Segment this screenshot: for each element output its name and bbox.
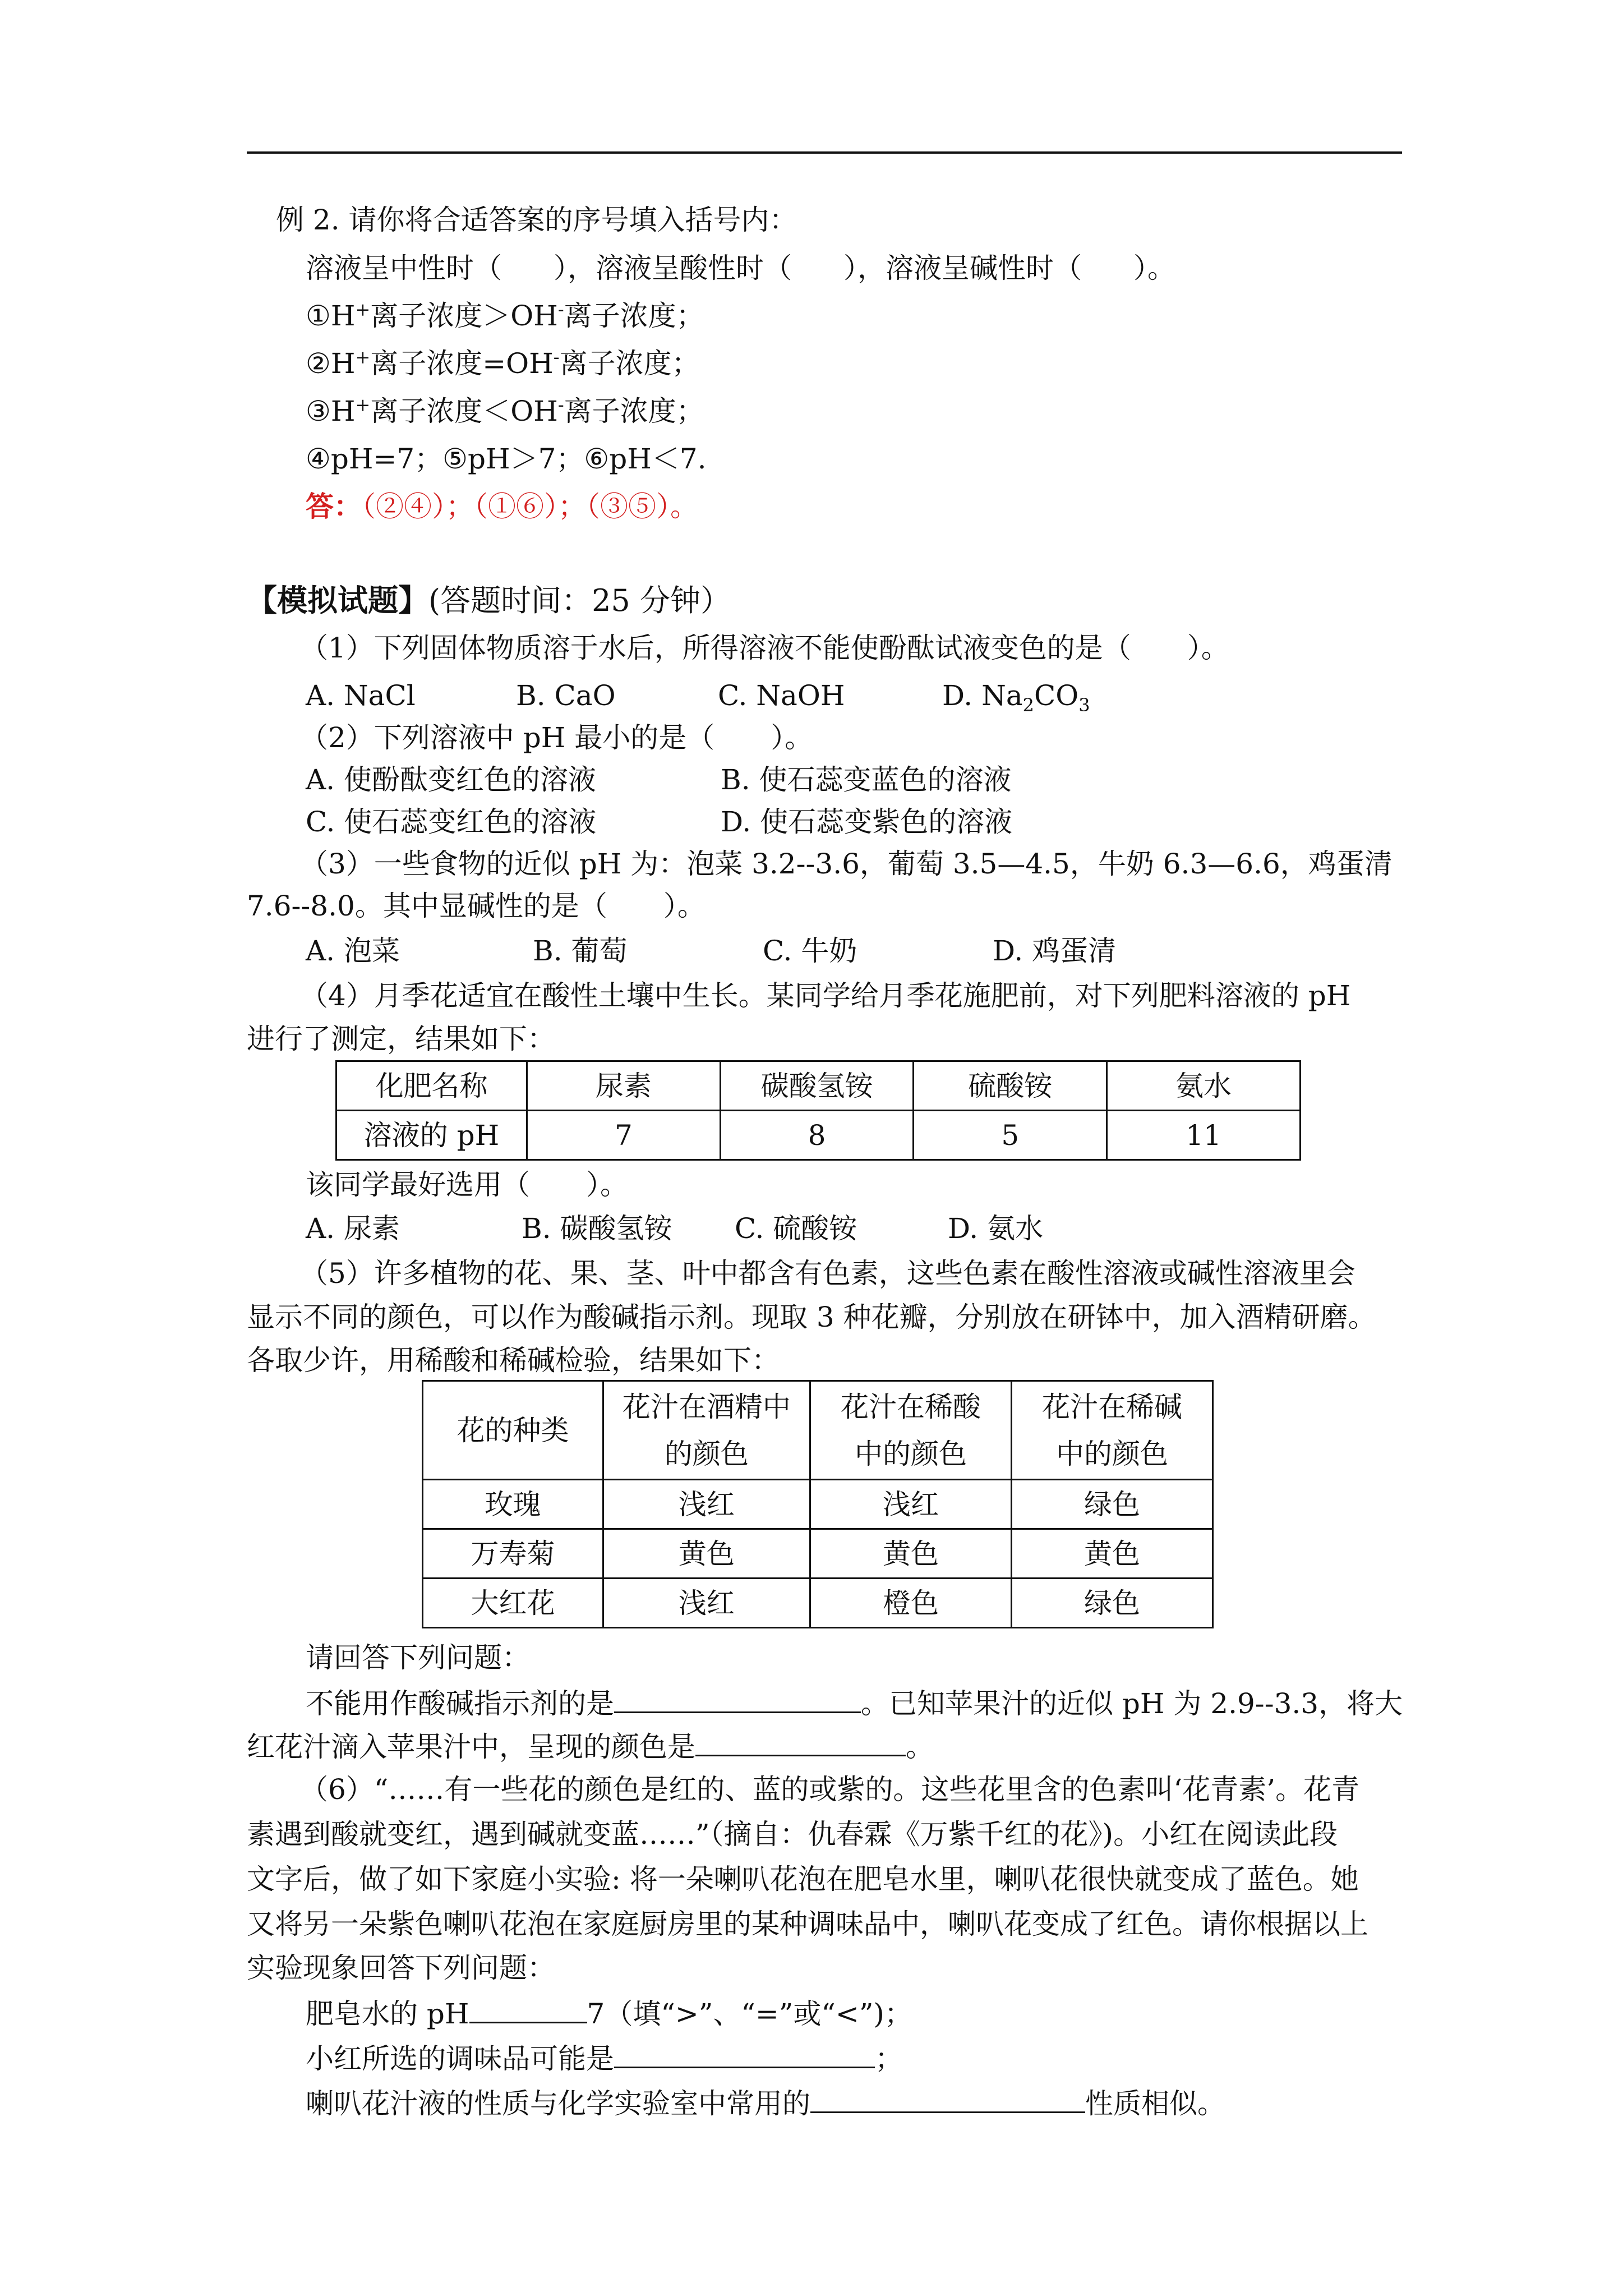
table-cell: 绿色: [1011, 1480, 1212, 1529]
q4-option-c: C. 硫酸铵: [735, 1212, 857, 1245]
table-cell: 黄色: [1011, 1529, 1212, 1579]
table-cell: 花汁在稀酸 中的颜色: [810, 1381, 1011, 1480]
table-cell: 11: [1107, 1111, 1301, 1160]
table-cell: 橙色: [810, 1579, 1011, 1628]
q4-option-b: B. 碳酸氢铵: [522, 1212, 672, 1245]
q6-line2: 素遇到酸就变红，遇到碱就变蓝……”（摘自：仇春霖《万紫千红的花》)。小红在阅读此段: [247, 1818, 1338, 1851]
q6-line3: 文字后，做了如下家庭小实验: 将一朵喇叭花泡在肥皂水里，喇叭花很快就变成了蓝色。她: [247, 1863, 1359, 1895]
q2-option-b: B. 使石蕊变蓝色的溶液: [721, 763, 1012, 796]
table-cell: 8: [720, 1111, 914, 1160]
table-cell: 硫酸铵: [914, 1061, 1107, 1111]
table-cell: 5: [914, 1111, 1107, 1160]
q1-option-d: D. $Na_2CO_3$: [942, 679, 1090, 716]
q6-question-b: 小红所选的调味品可能是 ；: [306, 2041, 903, 2076]
table-cell: 溶液的 pH: [336, 1111, 527, 1160]
q3-option-b: B. 葡萄: [533, 935, 628, 967]
q4-option-d: D. 氨水: [948, 1212, 1044, 1245]
table-row: [423, 1480, 1213, 1529]
q2-stem: （2）下列溶液中 pH 最小的是（ ）。: [300, 721, 813, 754]
q4-stem-line2: 进行了测定，结果如下：: [247, 1023, 555, 1055]
flower-color-table: [422, 1380, 1214, 1628]
table-header-row: [336, 1061, 1301, 1111]
q1-option-a: A. NaCl: [306, 679, 416, 712]
example2-question: 溶液呈中性时（ ），溶液呈酸性时（ ），溶液呈碱性时（ ）。: [306, 252, 1175, 284]
q4-stem-line1: （4）月季花适宜在酸性土壤中生长。某同学给月季花施肥前，对下列肥料溶液的 pH: [300, 979, 1351, 1012]
example2-option-3: ③H+离子浓度＜OH-离子浓度；: [306, 394, 704, 427]
answer-blank[interactable]: [614, 1686, 861, 1713]
table-cell: 化肥名称: [336, 1061, 527, 1111]
example2-option-4: ④pH=7；⑤pH＞7；⑥pH＜7.: [306, 443, 707, 475]
table-cell: 绿色: [1011, 1579, 1212, 1628]
q5-line3: 各取少许，用稀酸和稀碱检验，结果如下：: [247, 1344, 780, 1377]
table-cell: 花汁在酒精中 的颜色: [603, 1381, 810, 1480]
answer-blank[interactable]: [614, 2041, 875, 2068]
example2-option-2: ②H+离子浓度=OH-离子浓度；: [306, 346, 700, 380]
q3-stem-line2: 7.6--8.0。其中显碱性的是（ ）。: [247, 890, 706, 922]
q3-stem-line1: （3）一些食物的近似 pH 为：泡菜 3.2--3.6，葡萄 3.5—4.5，牛奶 6.3—6.6，鸡蛋清: [300, 848, 1393, 880]
table-cell: 万寿菊: [423, 1529, 603, 1579]
table-cell: 7: [527, 1111, 721, 1160]
q6-line4: 又将另一朵紫色喇叭花泡在家庭厨房里的某种调味品中，喇叭花变成了红色。请你根据以上: [247, 1908, 1368, 1940]
table-cell: 尿素: [527, 1061, 721, 1111]
header-rule: [247, 151, 1402, 154]
table-cell: 浅红: [603, 1579, 810, 1628]
table-cell: 浅红: [810, 1480, 1011, 1529]
example2-title: 例 2. 请你将合适答案的序号填入括号内：: [276, 204, 797, 236]
example2-answer: [306, 490, 698, 523]
answer-text: （②④）；（①⑥）；（③⑤）。: [362, 490, 698, 523]
answer-blank[interactable]: [469, 1996, 587, 2023]
q1-option-c: C. NaOH: [718, 679, 845, 712]
table-cell: 氨水: [1107, 1061, 1301, 1111]
answer-label: 答：: [306, 490, 362, 523]
q5-line2: 显示不同的颜色，可以作为酸碱指示剂。现取 3 种花瓣，分别放在研钵中，加入酒精研磨。: [247, 1301, 1376, 1333]
table-cell: 花汁在稀碱 中的颜色: [1011, 1381, 1212, 1480]
q3-option-a: A. 泡菜: [306, 935, 400, 967]
q5-question-b: 红花汁滴入苹果汁中，呈现的颜色是 。: [247, 1729, 934, 1764]
q4-ask: 该同学最好选用（ ）。: [306, 1168, 628, 1201]
q6-line5: 实验现象回答下列问题：: [247, 1952, 555, 1984]
q4-option-a: A. 尿素: [306, 1212, 400, 1245]
example2-option-1: ①H+离子浓度＞OH-离子浓度；: [306, 298, 704, 332]
q3-option-d: D. 鸡蛋清: [993, 935, 1117, 967]
answer-blank[interactable]: [810, 2086, 1085, 2113]
table-cell: 黄色: [810, 1529, 1011, 1579]
fertilizer-ph-table: [335, 1060, 1301, 1161]
table-row: [423, 1529, 1213, 1579]
table-cell: 浅红: [603, 1480, 810, 1529]
q1-stem: （1）下列固体物质溶于水后，所得溶液不能使酚酞试液变色的是（ ）。: [300, 632, 1229, 664]
q5-prompt: 请回答下列问题：: [306, 1641, 530, 1674]
table-header-row: [423, 1381, 1213, 1480]
table-cell: 碳酸氢铵: [720, 1061, 914, 1111]
q5-question-a: 不能用作酸碱指示剂的是 。已知苹果汁的近似 pH 为 2.9--3.3，将大: [306, 1686, 1403, 1720]
table-row: [423, 1579, 1213, 1628]
answer-blank[interactable]: [695, 1729, 906, 1756]
q6-question-c: 喇叭花汁液的性质与化学实验室中常用的 性质相似。: [306, 2086, 1225, 2120]
table-cell: 黄色: [603, 1529, 810, 1579]
q3-option-c: C. 牛奶: [763, 935, 857, 967]
q1-option-b: B. CaO: [516, 679, 616, 712]
table-row: [336, 1111, 1301, 1160]
q6-question-a: 肥皂水的 pH 7（填“>”、“=”或“<”)；: [306, 1996, 912, 2031]
q5-line1: （5）许多植物的花、果、茎、叶中都含有色素，这些色素在酸性溶液或碱性溶液里会: [300, 1257, 1355, 1290]
table-cell: 花的种类: [423, 1381, 603, 1480]
q2-option-d: D. 使石蕊变紫色的溶液: [721, 806, 1013, 838]
q2-option-c: C. 使石蕊变红色的溶液: [306, 806, 597, 838]
q2-option-a: A. 使酚酞变红色的溶液: [306, 763, 596, 796]
table-cell: 大红花: [423, 1579, 603, 1628]
table-cell: 玫瑰: [423, 1480, 603, 1529]
q6-line1: （6）“……有一些花的颜色是红的、蓝的或紫的。这些花里含的色素叫‘花青素’。花青: [300, 1773, 1360, 1806]
section-heading: 【模拟试题】(答题时间：25 分钟）: [247, 582, 731, 618]
